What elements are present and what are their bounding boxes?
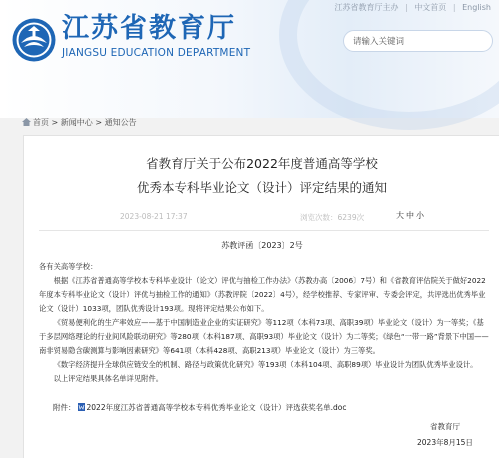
view-count-label: 浏览次数： xyxy=(300,213,338,222)
top-link-chinese[interactable]: 中文首页 xyxy=(414,3,447,12)
article-body xyxy=(39,260,490,386)
top-link-host[interactable]: 江苏省教育厅主办 xyxy=(334,3,399,12)
paragraph-3: 《数字经济提升全球供应链安全的机制、路径与政策优化研究》等193项（本科104项、高职89项）毕业设计为团队优秀毕业设计。 xyxy=(53,360,478,369)
publish-date: 2023-08-21 17:37 xyxy=(120,212,188,221)
top-link-english[interactable]: English xyxy=(462,3,491,12)
site-subtitle: JIANGSU EDUCATION DEPARTMENT xyxy=(62,47,251,59)
view-count xyxy=(300,212,364,223)
font-size-large[interactable]: 大 xyxy=(396,211,404,220)
article-panel xyxy=(23,135,499,458)
site-header xyxy=(0,0,499,118)
attachment xyxy=(53,402,346,413)
header-decoration xyxy=(279,0,499,130)
document-number: 苏教评函〔2023〕2号 xyxy=(221,241,303,250)
attachment-link[interactable]: 2022年度江苏省普通高等学校本专科优秀毕业论文（设计）评选获奖名单.doc xyxy=(86,403,347,412)
top-links: 江苏省教育厅主办 | 中文首页 | English xyxy=(334,3,491,12)
breadcrumb-news[interactable]: 新闻中心 xyxy=(60,118,93,127)
font-size-switcher xyxy=(396,210,426,221)
signature-date: 2023年8月15日 xyxy=(417,438,473,447)
article-title-line-2: 优秀本专科毕业论文（设计）评定结果的通知 xyxy=(136,180,387,195)
article-title-line-1: 省教育厅关于公布2022年度普通高等学校 xyxy=(146,156,378,171)
paragraph-4: 以上评定结果具体名单详见附件。 xyxy=(53,374,164,383)
salutation: 各有关高等学校： xyxy=(39,262,98,271)
search-placeholder: 请输入关键词 xyxy=(353,37,405,47)
paragraph-2: 《贸易便利化的生产率效应——基于中国制造业企业的实证研究》等112项（本科73项、高职39项）毕业论文（设计）为一等奖；《基于多层网络理论的行业间风险联动研究》等280项（本科187项、高职93项）毕业论文（设计）为二等奖；《绿色“一带一路”背景下中国——南非贸易隐含碳测算与影响因素研究》等641项（本科428项、高职213项）毕业论文（设计）为三等奖。 xyxy=(39,318,489,355)
breadcrumb-home[interactable]: 首页 xyxy=(33,118,49,127)
font-size-medium[interactable]: 中 xyxy=(406,211,414,220)
view-count-value: 6239次 xyxy=(337,213,365,222)
site-title: 江苏省教育厅 xyxy=(62,13,236,44)
breadcrumb-notices[interactable]: 通知公告 xyxy=(104,118,137,127)
department-logo[interactable] xyxy=(11,17,57,63)
divider xyxy=(39,230,489,231)
home-icon xyxy=(22,118,31,126)
attachment-label: 附件： xyxy=(53,403,76,412)
search-input[interactable] xyxy=(343,30,493,52)
paragraph-1: 根据《江苏省普通高等学校本专科毕业设计（论文）评优与抽检工作办法》（苏教办高〔2006〕7号）和《省教育评估院关于做好2022年度本专科毕业论文（设计）评优与抽检工作的通知》（苏教评院〔2022〕4号），经学校推荐、专家评审、专委会评定，共评选出优秀毕业论文（设计）1033项，团队优秀设计193项。现将评定结果公布如下。 xyxy=(39,276,486,313)
word-doc-icon xyxy=(78,403,85,411)
signature-organization: 省教育厅 xyxy=(430,422,460,431)
breadcrumb: 首页 > 新闻中心 > 通知公告 xyxy=(22,118,137,128)
font-size-small[interactable]: 小 xyxy=(416,211,424,220)
